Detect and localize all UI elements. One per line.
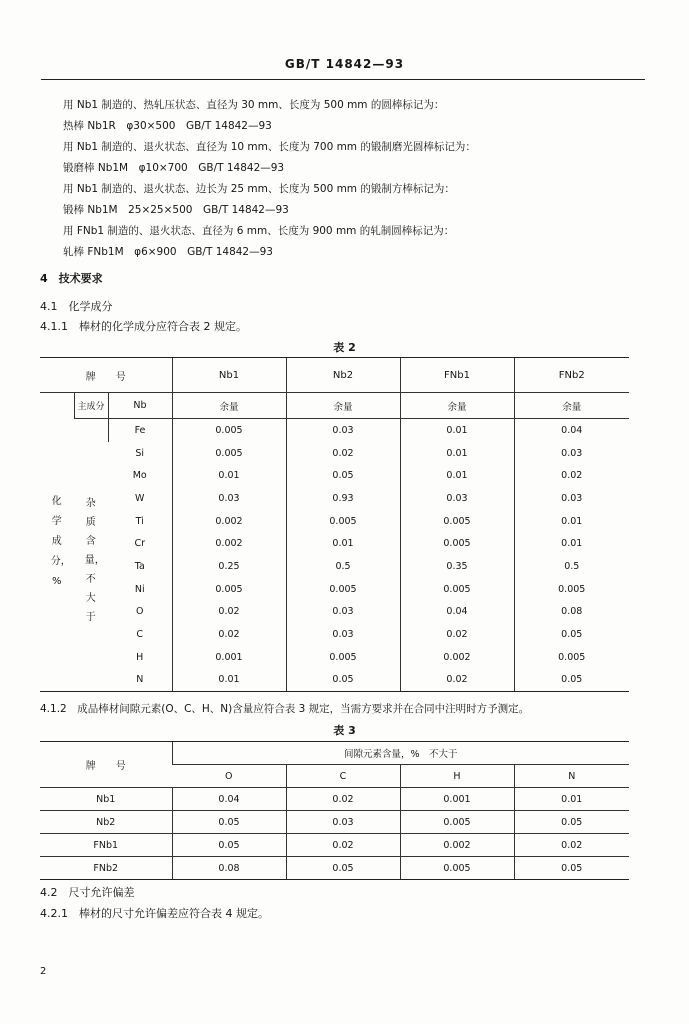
section-4-1-2-text: 4.1.2 成品棒材间隙元素(O、C、H、N)含量应符合表 3 规定，当需方要求并在合同中注明时方予测定。 [40, 703, 530, 715]
table-cell: 0.005 [514, 578, 629, 601]
table-cell: 0.01 [400, 419, 514, 442]
grade-nb1-header: Nb1 [172, 358, 286, 393]
table-row [40, 788, 629, 811]
element-cell: C [136, 629, 144, 641]
element-cell: Fe [108, 419, 172, 442]
marking-example-line: 用 FNb1 制造的、退火状态、直径为 6 mm、长度为 900 mm 的轧制圆棒标记为： [63, 225, 455, 237]
main-component-label: 主成分 [74, 393, 108, 419]
table-cell: 0.01 [172, 464, 286, 487]
table-cell: 0.002 [400, 834, 514, 857]
grade-header: 牌 号 [40, 358, 172, 393]
table-cell: 0.005 [286, 510, 400, 533]
grade-fnb2-header: FNb2 [514, 358, 629, 393]
section-4-2-1-text: 4.2.1 棒材的尺寸允许偏差应符合表 4 规定。 [40, 907, 269, 920]
grade-cell: Nb1 [40, 788, 172, 811]
table-cell: 0.01 [400, 442, 514, 465]
grade-cell: FNb2 [40, 857, 172, 880]
table-cell: 0.03 [286, 623, 400, 646]
table-cell: 0.04 [400, 601, 514, 624]
table-cell: 0.005 [286, 646, 400, 669]
page-number: 2 [40, 966, 47, 977]
marking-example-line: 用 Nb1 制造的、退火状态、直径为 10 mm、长度为 700 mm 的锻制磨光圆棒标记为： [63, 141, 476, 153]
table-cell: 0.05 [286, 669, 400, 692]
table-cell: 0.35 [400, 555, 514, 578]
element-h-header: H [400, 765, 514, 788]
table-row [40, 811, 629, 834]
table-row [40, 834, 629, 857]
table2-caption: 表 2 [333, 341, 356, 354]
table-cell: 0.01 [286, 532, 400, 555]
table-cell: 0.08 [172, 857, 286, 880]
table-cell: 0.02 [400, 623, 514, 646]
table-cell: 0.002 [400, 646, 514, 669]
section-4-2-title: 4.2 尺寸允许偏差 [40, 886, 135, 899]
table-cell: 0.02 [286, 834, 400, 857]
table-cell: 0.01 [514, 788, 629, 811]
element-cell: Ni [134, 583, 145, 595]
marking-example-line: 锻磨棒 Nb1M φ10×700 GB/T 14842—93 [63, 162, 285, 174]
element-cell: N [108, 669, 172, 692]
grade-header: 牌 号 [40, 742, 172, 788]
section-4-1-title: 4.1 化学成分 [40, 300, 113, 313]
table-cell: 0.005 [172, 419, 286, 442]
main-element: Nb [108, 393, 172, 419]
chemical-composition-table [40, 357, 629, 692]
grade-cell: Nb2 [40, 811, 172, 834]
element-cell: H [136, 651, 144, 663]
element-cell: Si [135, 447, 145, 459]
table-cell: 0.02 [286, 442, 400, 465]
table-cell: 0.93 [286, 487, 400, 510]
table-cell: 0.05 [286, 857, 400, 880]
section-4-title: 4 技术要求 [40, 272, 103, 285]
table-cell: 0.05 [514, 623, 629, 646]
section-4-1-1-text: 4.1.1 棒材的化学成分应符合表 2 规定。 [40, 320, 247, 333]
table-cell: 0.04 [172, 788, 286, 811]
element-cell: O [136, 606, 144, 618]
table-cell: 0.5 [514, 555, 629, 578]
element-c-header: C [286, 765, 400, 788]
table-cell: 0.04 [514, 419, 629, 442]
marking-example-line: 轧棒 FNb1M φ6×900 GB/T 14842—93 [63, 246, 273, 258]
table-cell: 0.02 [400, 669, 514, 692]
impurity-content-label: 杂质含量，不大于 [74, 419, 108, 692]
header-rule [41, 79, 645, 80]
table-cell: 0.5 [286, 555, 400, 578]
table-cell: 0.05 [514, 669, 629, 692]
table-cell: 0.002 [172, 510, 286, 533]
table-cell: 0.01 [400, 464, 514, 487]
table-cell: 0.05 [514, 811, 629, 834]
table-cell: 0.001 [400, 788, 514, 811]
table-cell: 0.001 [172, 646, 286, 669]
table3-caption: 表 3 [333, 724, 356, 737]
table-cell: 0.25 [172, 555, 286, 578]
table-cell: 0.05 [172, 811, 286, 834]
standard-number-header: GB/T 14842—93 [284, 57, 405, 71]
table-cell: 0.005 [400, 857, 514, 880]
table-cell: 0.03 [286, 811, 400, 834]
table-cell: 余量 [400, 393, 514, 419]
table-cell: 0.005 [286, 578, 400, 601]
table-cell: 0.005 [400, 510, 514, 533]
grade-fnb1-header: FNb1 [400, 358, 514, 393]
table-cell: 0.03 [172, 487, 286, 510]
table-cell: 0.01 [172, 669, 286, 692]
table-cell: 0.005 [172, 442, 286, 465]
table-cell: 余量 [172, 393, 286, 419]
element-n-header: N [514, 765, 629, 788]
grade-nb2-header: Nb2 [286, 358, 400, 393]
element-cell: Cr [134, 538, 146, 550]
table-cell: 0.01 [514, 532, 629, 555]
table-cell: 0.02 [172, 623, 286, 646]
element-o-header: O [172, 765, 286, 788]
table-cell: 0.005 [172, 578, 286, 601]
chemical-composition-label: 化学成分，% [40, 393, 74, 692]
table-cell: 0.02 [286, 788, 400, 811]
table-row [40, 857, 629, 880]
table-cell: 0.03 [286, 419, 400, 442]
table-cell: 0.005 [400, 811, 514, 834]
grade-cell: FNb1 [40, 834, 172, 857]
element-cell: W [135, 492, 145, 504]
marking-example-line: 用 Nb1 制造的、退火状态、边长为 25 mm、长度为 500 mm 的锻制方棒标记为： [63, 183, 455, 195]
marking-example-line: 用 Nb1 制造的、热轧压状态、直径为 30 mm、长度为 500 mm 的圆棒标记为： [63, 99, 445, 111]
interstitial-elements-table [40, 741, 629, 880]
marking-example-line: 锻棒 Nb1M 25×25×500 GB/T 14842—93 [63, 204, 289, 216]
table-cell: 0.005 [400, 532, 514, 555]
table-cell: 0.02 [172, 601, 286, 624]
element-cell: Ti [135, 515, 144, 527]
table-cell: 0.02 [514, 834, 629, 857]
table-cell: 0.03 [514, 442, 629, 465]
table-cell: 0.05 [286, 464, 400, 487]
table-cell: 0.05 [514, 857, 629, 880]
table-cell: 0.005 [514, 646, 629, 669]
table-cell: 0.01 [514, 510, 629, 533]
interstitial-group-header: 间隙元素含量，% 不大于 [172, 742, 629, 765]
element-cell: Ta [134, 560, 145, 572]
table-cell: 0.03 [286, 601, 400, 624]
table-cell: 0.03 [400, 487, 514, 510]
table-cell: 0.02 [514, 464, 629, 487]
marking-example-line: 热棒 Nb1R φ30×500 GB/T 14842—93 [63, 120, 272, 132]
table-cell: 余量 [286, 393, 400, 419]
table-cell: 0.005 [400, 578, 514, 601]
table-cell: 0.08 [514, 601, 629, 624]
table-cell: 0.002 [172, 532, 286, 555]
table-cell: 余量 [514, 393, 629, 419]
table-cell: 0.03 [514, 487, 629, 510]
table-cell: 0.05 [172, 834, 286, 857]
element-cell: Mo [132, 470, 147, 482]
